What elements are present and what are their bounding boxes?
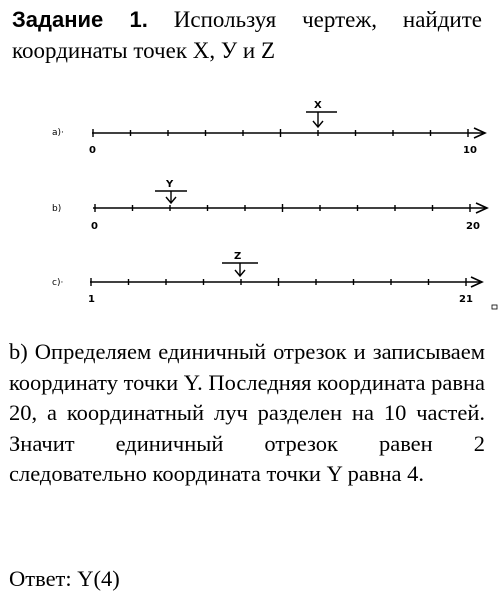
solution-text [9,337,485,490]
task-statement [12,4,482,66]
corner-mark [492,305,497,309]
ray-b-start-label: 0 [91,221,98,232]
ray-a-start-label: 0 [89,145,96,156]
ray-a-label: a)· [52,128,64,138]
point-z-marker [222,251,258,276]
point-x-marker [306,100,337,127]
ray-a-end-label: 10 [463,145,477,156]
point-z-label: Z [234,251,242,262]
point-y-label: Y [166,179,174,190]
ray-c-start-label: 1 [88,294,95,305]
number-line-figure [0,92,500,317]
task-text: Используя чертеж, найдите координаты точек X, У и Z [12,7,482,63]
point-x-label: X [314,100,322,111]
ray-c-end-label: 21 [459,294,473,305]
ray-b [52,179,487,232]
ray-b-label: b) [52,204,62,214]
task-heading: Задание 1. [12,7,148,32]
solution-paragraph: b) Определяем единичный отрезок и записываем координату точки Y. Последняя координата равна 20, а координатный луч разделен на 10 частей. Значит единичный отрезок равен 2 следовательно координата точки Y равна 4. [9,339,485,486]
answer-line: Ответ: Y(4) [9,566,120,591]
ray-a [52,100,485,156]
ray-b-end-label: 20 [466,221,480,232]
point-y-marker [155,179,187,203]
ray-c-label: c)· [52,278,64,288]
ray-c [52,251,482,305]
